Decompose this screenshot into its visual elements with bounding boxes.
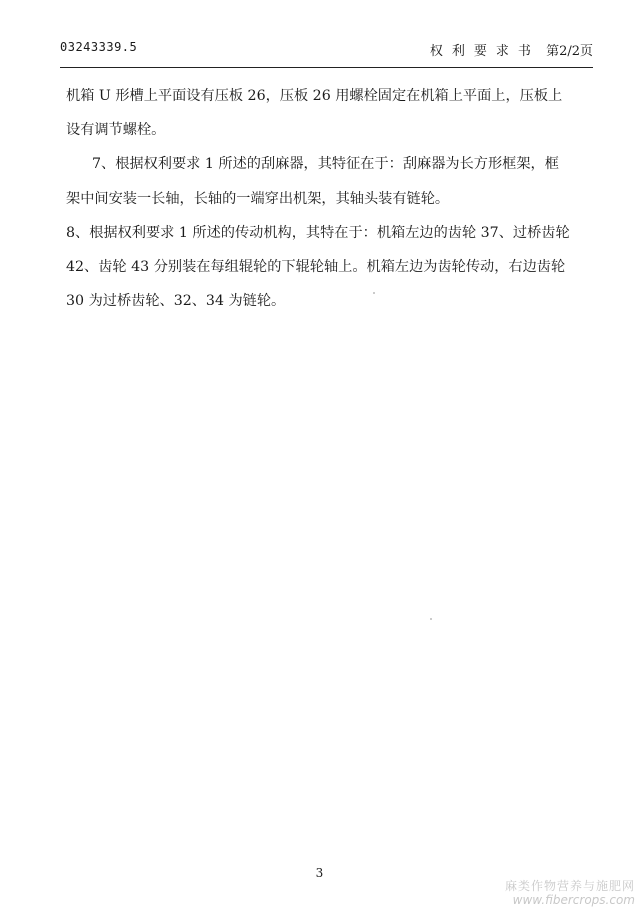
claim-7-line: 架中间安装一长轴，长轴的一端穿出机架，其轴头装有链轮。: [66, 190, 450, 207]
page-indicator: 第2/2页: [546, 44, 593, 59]
page-number: 3: [315, 866, 324, 880]
claim-text-line: 设有调节螺栓。: [66, 122, 166, 139]
claim-7-line: 7、根据权利要求 1 所述的刮麻器，其特征在于：刮麻器为长方形框架，框: [92, 156, 559, 173]
claim-8-line: 8、根据权利要求 1 所述的传动机构，其特在于：机箱左边的齿轮 37、过桥齿轮: [66, 224, 570, 241]
application-number: 03243339.5: [60, 40, 138, 54]
watermark-url: www.fibercrops.com: [512, 893, 635, 907]
site-watermark: [505, 879, 635, 907]
claim-text-line: 机箱 U 形槽上平面设有压板 26，压板 26 用螺栓固定在机箱上平面上，压板上: [66, 88, 563, 104]
header-divider: [60, 67, 593, 68]
watermark-site-name: 麻类作物营养与施肥网: [504, 879, 635, 893]
scan-speck: [430, 618, 432, 620]
page-header: [60, 40, 593, 64]
claims-body: [66, 85, 592, 324]
scan-speck: [373, 292, 375, 294]
claim-8-line: 30 为过桥齿轮、32、34 为链轮。: [66, 293, 286, 310]
claim-8-line: 42、齿轮 43 分别装在每组辊轮的下辊轮轴上。机箱左边为齿轮传动，右边齿轮: [66, 258, 566, 275]
header-right-group: [430, 40, 593, 59]
document-type: 权利要求书: [429, 44, 540, 59]
